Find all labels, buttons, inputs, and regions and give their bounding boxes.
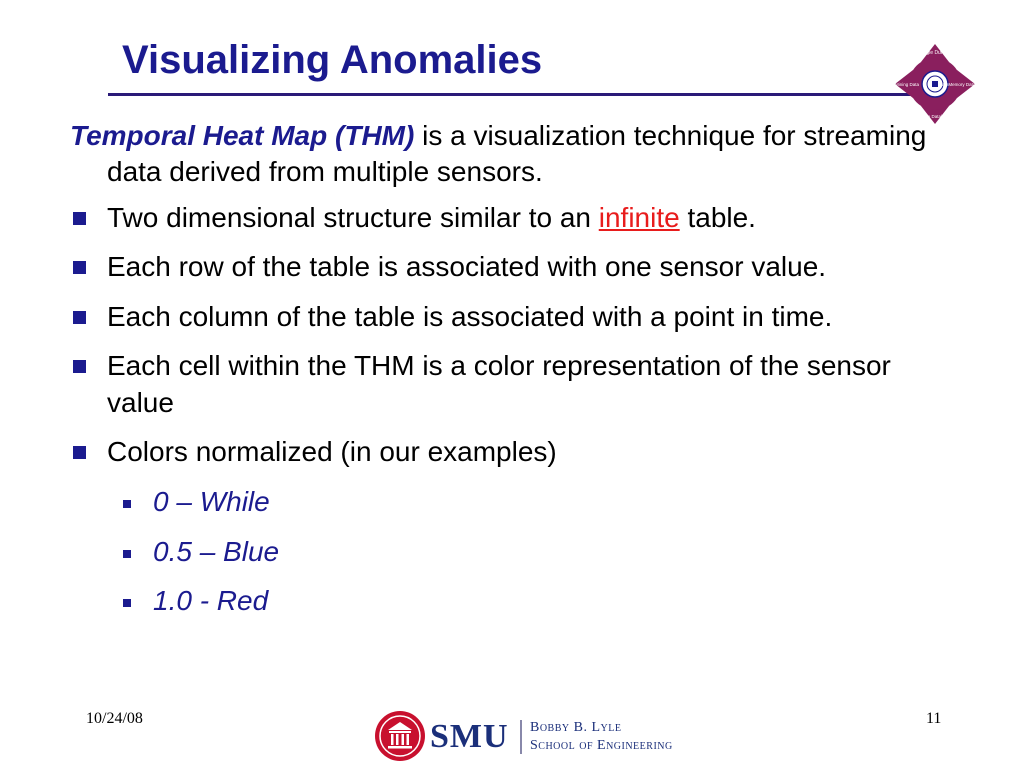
bullet-list: [70, 200, 950, 633]
sub-bullet-text: 1.0 - Red: [153, 585, 269, 617]
bullet-item: [70, 200, 950, 236]
small-square-bullet-icon: [123, 500, 131, 508]
maggie-dunham-logo: [893, 42, 988, 126]
logo-divider: [520, 720, 522, 754]
sub-bullet-item: [107, 583, 950, 619]
intro-paragraph: [70, 118, 967, 191]
page-number: 11: [926, 710, 942, 727]
logo-top-text: Maggie Dunham: [916, 50, 954, 56]
square-bullet-icon: [73, 311, 86, 324]
school-name-line1: Bobby B. Lyle: [530, 720, 622, 735]
sub-bullet-item: [107, 484, 950, 520]
square-bullet-icon: [73, 261, 86, 274]
smu-wordmark: SMU: [430, 718, 509, 755]
sub-bullet-list: [107, 484, 950, 619]
square-bullet-icon: [73, 360, 86, 373]
bullet-text: Each column of the table is associated with a point in time.: [107, 300, 833, 332]
sub-bullet-text: 0 – While: [153, 486, 270, 518]
bullet-text: table.: [679, 202, 756, 233]
logo-left-text: Mining Data: [894, 82, 920, 87]
logo-bottom-text: Mobile Databases: [916, 114, 954, 119]
bullet-item: [70, 249, 950, 285]
thm-term: Temporal Heat Map (THM): [70, 120, 415, 151]
bullet-text: Each row of the table is associated with one sensor value.: [107, 251, 827, 283]
slide-date: 10/24/08: [86, 710, 143, 727]
infinite-highlight: infinite: [598, 202, 680, 233]
bullet-text: Colors normalized (in our examples): [107, 435, 557, 467]
bullet-text: Each cell within the THM is a color representation of the sensor value: [107, 350, 891, 418]
school-name-line2: School of Engineering: [530, 738, 673, 753]
small-square-bullet-icon: [123, 550, 131, 558]
svg-text:Maggie Dunham: [917, 50, 954, 56]
logo-right-text: MainMemory Databases: [938, 82, 988, 87]
bullet-text: Two dimensional structure similar to an: [107, 202, 599, 233]
bullet-item: [70, 348, 950, 421]
intro-text: is a visualization technique for streaming data derived from multiple sensors.: [107, 120, 927, 188]
square-bullet-icon: [73, 212, 86, 225]
square-bullet-icon: [73, 446, 86, 459]
sub-bullet-item: [107, 534, 950, 570]
smu-seal-icon: [374, 710, 426, 762]
title-divider: [108, 93, 914, 96]
bullet-item: [70, 434, 950, 620]
small-square-bullet-icon: [123, 599, 131, 607]
slide-title: Visualizing Anomalies: [122, 38, 543, 82]
sub-bullet-text: 0.5 – Blue: [153, 535, 280, 567]
bullet-item: [70, 299, 950, 335]
